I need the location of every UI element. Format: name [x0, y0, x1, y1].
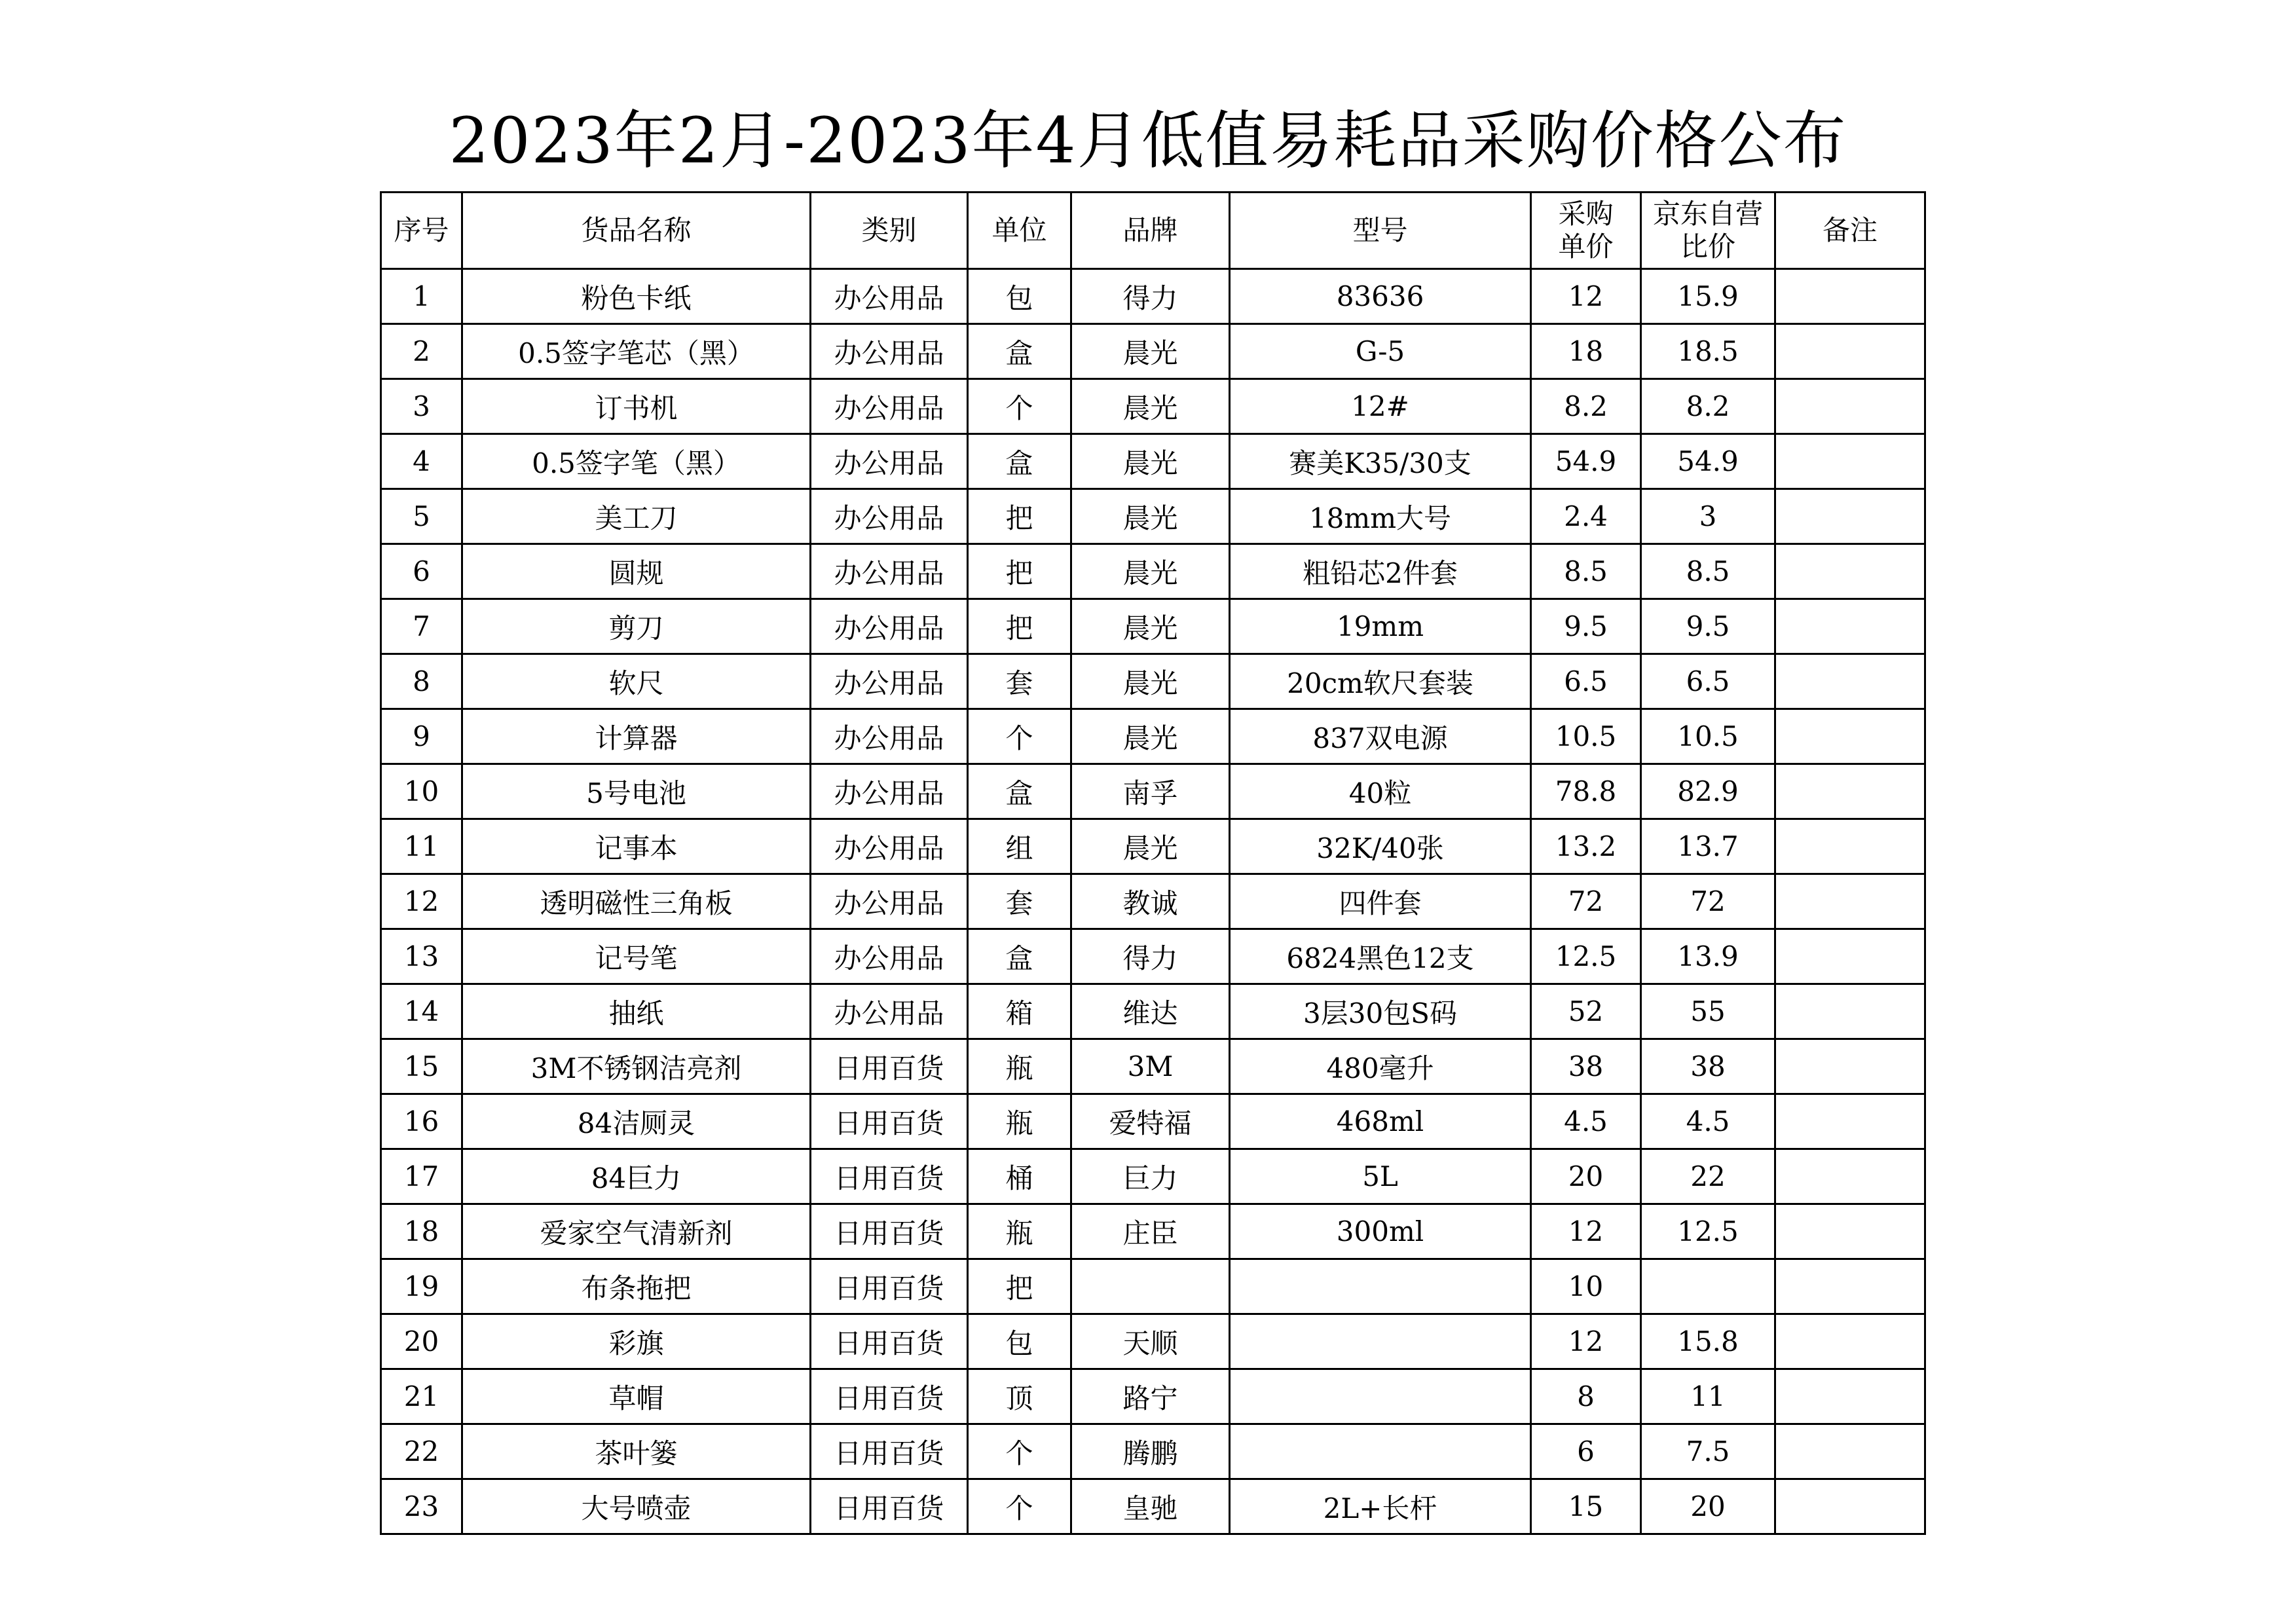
- cell-index: 20: [381, 1314, 462, 1369]
- cell-remark: [1775, 929, 1925, 984]
- cell-category: 日用百货: [811, 1369, 968, 1424]
- cell-purchase-price: 6: [1531, 1424, 1641, 1479]
- cell-category: 日用百货: [811, 1149, 968, 1204]
- cell-model: [1230, 1424, 1531, 1479]
- cell-name: 圆规: [462, 544, 811, 599]
- cell-category: 日用百货: [811, 1259, 968, 1314]
- cell-index: 6: [381, 544, 462, 599]
- price-table: [380, 191, 1926, 1535]
- table-body: [381, 269, 1925, 1534]
- cell-brand: 爱特福: [1071, 1094, 1230, 1149]
- cell-remark: [1775, 1479, 1925, 1534]
- cell-purchase-price: 78.8: [1531, 764, 1641, 819]
- cell-model: 6824黑色12支: [1230, 929, 1531, 984]
- cell-category: 办公用品: [811, 654, 968, 709]
- cell-model: 468ml: [1230, 1094, 1531, 1149]
- cell-category: 办公用品: [811, 269, 968, 324]
- table-row: [381, 379, 1925, 434]
- cell-index: 16: [381, 1094, 462, 1149]
- cell-name: 0.5签字笔芯（黑）: [462, 324, 811, 379]
- cell-category: 办公用品: [811, 764, 968, 819]
- cell-brand: 晨光: [1071, 654, 1230, 709]
- cell-jd-price: 55: [1641, 984, 1775, 1039]
- cell-model: 5L: [1230, 1149, 1531, 1204]
- cell-brand: 晨光: [1071, 544, 1230, 599]
- cell-unit: 瓶: [968, 1039, 1071, 1094]
- cell-index: 10: [381, 764, 462, 819]
- cell-remark: [1775, 764, 1925, 819]
- cell-unit: 盒: [968, 324, 1071, 379]
- cell-model: 300ml: [1230, 1204, 1531, 1259]
- table-header-row: [381, 193, 1925, 269]
- header-jd-price-line1: 京东自营: [1652, 198, 1763, 230]
- cell-jd-price: 15.8: [1641, 1314, 1775, 1369]
- cell-brand: 天顺: [1071, 1314, 1230, 1369]
- cell-purchase-price: 18: [1531, 324, 1641, 379]
- cell-remark: [1775, 1039, 1925, 1094]
- header-brand: 品牌: [1071, 193, 1230, 269]
- cell-brand: 晨光: [1071, 434, 1230, 489]
- table-row: [381, 324, 1925, 379]
- cell-remark: [1775, 1314, 1925, 1369]
- cell-purchase-price: 38: [1531, 1039, 1641, 1094]
- cell-remark: [1775, 434, 1925, 489]
- cell-unit: 个: [968, 709, 1071, 764]
- cell-model: 赛美K35/30支: [1230, 434, 1531, 489]
- header-jd-price-line2: 比价: [1680, 231, 1735, 263]
- cell-index: 17: [381, 1149, 462, 1204]
- cell-category: 办公用品: [811, 434, 968, 489]
- cell-model: 12#: [1230, 379, 1531, 434]
- cell-purchase-price: 20: [1531, 1149, 1641, 1204]
- cell-remark: [1775, 654, 1925, 709]
- cell-brand: 3M: [1071, 1039, 1230, 1094]
- cell-purchase-price: 10.5: [1531, 709, 1641, 764]
- table-row: [381, 434, 1925, 489]
- cell-remark: [1775, 269, 1925, 324]
- cell-purchase-price: 13.2: [1531, 819, 1641, 874]
- cell-unit: 盒: [968, 434, 1071, 489]
- cell-model: 2L+长杆: [1230, 1479, 1531, 1534]
- cell-category: 办公用品: [811, 709, 968, 764]
- cell-model: 837双电源: [1230, 709, 1531, 764]
- cell-jd-price: 20: [1641, 1479, 1775, 1534]
- table-row: [381, 269, 1925, 324]
- cell-jd-price: 3: [1641, 489, 1775, 544]
- cell-brand: 腾鹏: [1071, 1424, 1230, 1479]
- table-row: [381, 1094, 1925, 1149]
- cell-remark: [1775, 1149, 1925, 1204]
- cell-remark: [1775, 1369, 1925, 1424]
- cell-name: 大号喷壶: [462, 1479, 811, 1534]
- cell-category: 办公用品: [811, 874, 968, 929]
- cell-category: 办公用品: [811, 599, 968, 654]
- header-purchase-price-line1: 采购: [1558, 198, 1614, 230]
- cell-brand: 晨光: [1071, 379, 1230, 434]
- cell-model: 粗铅芯2件套: [1230, 544, 1531, 599]
- cell-name: 0.5签字笔（黑）: [462, 434, 811, 489]
- cell-remark: [1775, 599, 1925, 654]
- cell-unit: 套: [968, 654, 1071, 709]
- cell-unit: 个: [968, 1424, 1071, 1479]
- table-row: [381, 764, 1925, 819]
- table-row: [381, 1424, 1925, 1479]
- cell-unit: 把: [968, 599, 1071, 654]
- cell-name: 美工刀: [462, 489, 811, 544]
- cell-index: 2: [381, 324, 462, 379]
- table-row: [381, 709, 1925, 764]
- cell-unit: 把: [968, 489, 1071, 544]
- cell-model: [1230, 1369, 1531, 1424]
- cell-remark: [1775, 1259, 1925, 1314]
- cell-model: G-5: [1230, 324, 1531, 379]
- header-model: 型号: [1230, 193, 1531, 269]
- cell-purchase-price: 9.5: [1531, 599, 1641, 654]
- cell-brand: 晨光: [1071, 489, 1230, 544]
- cell-purchase-price: 72: [1531, 874, 1641, 929]
- cell-category: 办公用品: [811, 324, 968, 379]
- table-row: [381, 874, 1925, 929]
- cell-jd-price: [1641, 1259, 1775, 1314]
- header-unit: 单位: [968, 193, 1071, 269]
- cell-brand: 巨力: [1071, 1149, 1230, 1204]
- cell-name: 84巨力: [462, 1149, 811, 1204]
- cell-jd-price: 7.5: [1641, 1424, 1775, 1479]
- cell-purchase-price: 2.4: [1531, 489, 1641, 544]
- cell-model: 32K/40张: [1230, 819, 1531, 874]
- table-row: [381, 1479, 1925, 1534]
- cell-model: [1230, 1259, 1531, 1314]
- cell-index: 15: [381, 1039, 462, 1094]
- cell-remark: [1775, 984, 1925, 1039]
- cell-unit: 把: [968, 1259, 1071, 1314]
- cell-remark: [1775, 1424, 1925, 1479]
- cell-brand: 路宁: [1071, 1369, 1230, 1424]
- cell-remark: [1775, 874, 1925, 929]
- cell-brand: 晨光: [1071, 709, 1230, 764]
- table-row: [381, 929, 1925, 984]
- cell-index: 14: [381, 984, 462, 1039]
- cell-jd-price: 13.7: [1641, 819, 1775, 874]
- cell-remark: [1775, 489, 1925, 544]
- table-row: [381, 489, 1925, 544]
- cell-unit: 箱: [968, 984, 1071, 1039]
- cell-index: 12: [381, 874, 462, 929]
- cell-category: 办公用品: [811, 489, 968, 544]
- cell-remark: [1775, 1204, 1925, 1259]
- cell-name: 爱家空气清新剂: [462, 1204, 811, 1259]
- cell-name: 记事本: [462, 819, 811, 874]
- cell-remark: [1775, 324, 1925, 379]
- cell-remark: [1775, 379, 1925, 434]
- cell-category: 日用百货: [811, 1479, 968, 1534]
- cell-unit: 瓶: [968, 1204, 1071, 1259]
- cell-jd-price: 18.5: [1641, 324, 1775, 379]
- cell-unit: 包: [968, 1314, 1071, 1369]
- cell-jd-price: 10.5: [1641, 709, 1775, 764]
- cell-jd-price: 13.9: [1641, 929, 1775, 984]
- cell-jd-price: 4.5: [1641, 1094, 1775, 1149]
- cell-jd-price: 22: [1641, 1149, 1775, 1204]
- cell-name: 5号电池: [462, 764, 811, 819]
- cell-category: 办公用品: [811, 929, 968, 984]
- cell-purchase-price: 15: [1531, 1479, 1641, 1534]
- cell-unit: 组: [968, 819, 1071, 874]
- cell-unit: 瓶: [968, 1094, 1071, 1149]
- cell-unit: 套: [968, 874, 1071, 929]
- cell-index: 18: [381, 1204, 462, 1259]
- cell-jd-price: 54.9: [1641, 434, 1775, 489]
- cell-model: 480毫升: [1230, 1039, 1531, 1094]
- cell-jd-price: 15.9: [1641, 269, 1775, 324]
- cell-remark: [1775, 1094, 1925, 1149]
- table-row: [381, 819, 1925, 874]
- table-row: [381, 654, 1925, 709]
- cell-brand: 维达: [1071, 984, 1230, 1039]
- table-row: [381, 1149, 1925, 1204]
- cell-name: 3M不锈钢洁亮剂: [462, 1039, 811, 1094]
- cell-name: 订书机: [462, 379, 811, 434]
- cell-model: 40粒: [1230, 764, 1531, 819]
- cell-category: 日用百货: [811, 1094, 968, 1149]
- cell-name: 剪刀: [462, 599, 811, 654]
- cell-jd-price: 11: [1641, 1369, 1775, 1424]
- cell-name: 计算器: [462, 709, 811, 764]
- cell-index: 11: [381, 819, 462, 874]
- cell-category: 日用百货: [811, 1424, 968, 1479]
- cell-index: 7: [381, 599, 462, 654]
- table-row: [381, 1369, 1925, 1424]
- cell-purchase-price: 12.5: [1531, 929, 1641, 984]
- cell-model: 83636: [1230, 269, 1531, 324]
- cell-brand: 晨光: [1071, 819, 1230, 874]
- cell-name: 抽纸: [462, 984, 811, 1039]
- cell-jd-price: 8.5: [1641, 544, 1775, 599]
- cell-purchase-price: 8.5: [1531, 544, 1641, 599]
- table-row: [381, 544, 1925, 599]
- cell-brand: 南孚: [1071, 764, 1230, 819]
- cell-brand: 得力: [1071, 929, 1230, 984]
- header-remark: 备注: [1775, 193, 1925, 269]
- cell-model: 19mm: [1230, 599, 1531, 654]
- table-row: [381, 984, 1925, 1039]
- cell-index: 13: [381, 929, 462, 984]
- cell-purchase-price: 12: [1531, 1204, 1641, 1259]
- cell-brand: 得力: [1071, 269, 1230, 324]
- cell-jd-price: 72: [1641, 874, 1775, 929]
- cell-brand: [1071, 1259, 1230, 1314]
- cell-jd-price: 9.5: [1641, 599, 1775, 654]
- cell-unit: 桶: [968, 1149, 1071, 1204]
- header-name: 货品名称: [462, 193, 811, 269]
- cell-name: 彩旗: [462, 1314, 811, 1369]
- cell-purchase-price: 52: [1531, 984, 1641, 1039]
- cell-model: 四件套: [1230, 874, 1531, 929]
- cell-unit: 盒: [968, 929, 1071, 984]
- cell-purchase-price: 12: [1531, 269, 1641, 324]
- document-title: 2023年2月-2023年4月低值易耗品采购价格公布: [449, 104, 1847, 177]
- cell-jd-price: 82.9: [1641, 764, 1775, 819]
- cell-unit: 把: [968, 544, 1071, 599]
- cell-brand: 皇驰: [1071, 1479, 1230, 1534]
- cell-category: 办公用品: [811, 544, 968, 599]
- cell-purchase-price: 12: [1531, 1314, 1641, 1369]
- cell-remark: [1775, 544, 1925, 599]
- cell-name: 粉色卡纸: [462, 269, 811, 324]
- cell-unit: 盒: [968, 764, 1071, 819]
- cell-index: 8: [381, 654, 462, 709]
- cell-purchase-price: 6.5: [1531, 654, 1641, 709]
- cell-brand: 教诚: [1071, 874, 1230, 929]
- header-category: 类别: [811, 193, 968, 269]
- header-purchase-price-line2: 单价: [1558, 231, 1614, 263]
- cell-brand: 晨光: [1071, 599, 1230, 654]
- cell-name: 布条拖把: [462, 1259, 811, 1314]
- table-row: [381, 1259, 1925, 1314]
- cell-brand: 庄臣: [1071, 1204, 1230, 1259]
- cell-unit: 顶: [968, 1369, 1071, 1424]
- cell-category: 办公用品: [811, 984, 968, 1039]
- cell-index: 3: [381, 379, 462, 434]
- cell-brand: 晨光: [1071, 324, 1230, 379]
- cell-name: 透明磁性三角板: [462, 874, 811, 929]
- cell-remark: [1775, 709, 1925, 764]
- cell-name: 记号笔: [462, 929, 811, 984]
- cell-purchase-price: 10: [1531, 1259, 1641, 1314]
- cell-name: 软尺: [462, 654, 811, 709]
- cell-model: 20cm软尺套装: [1230, 654, 1531, 709]
- cell-unit: 包: [968, 269, 1071, 324]
- cell-purchase-price: 4.5: [1531, 1094, 1641, 1149]
- cell-index: 1: [381, 269, 462, 324]
- cell-jd-price: 12.5: [1641, 1204, 1775, 1259]
- header-index: 序号: [381, 193, 462, 269]
- cell-model: 18mm大号: [1230, 489, 1531, 544]
- cell-purchase-price: 54.9: [1531, 434, 1641, 489]
- cell-index: 5: [381, 489, 462, 544]
- cell-purchase-price: 8.2: [1531, 379, 1641, 434]
- cell-name: 茶叶篓: [462, 1424, 811, 1479]
- cell-unit: 个: [968, 379, 1071, 434]
- table-row: [381, 1039, 1925, 1094]
- cell-index: 21: [381, 1369, 462, 1424]
- cell-model: 3层30包S码: [1230, 984, 1531, 1039]
- cell-index: 9: [381, 709, 462, 764]
- table-row: [381, 1204, 1925, 1259]
- cell-index: 22: [381, 1424, 462, 1479]
- cell-model: [1230, 1314, 1531, 1369]
- cell-unit: 个: [968, 1479, 1071, 1534]
- cell-index: 4: [381, 434, 462, 489]
- cell-category: 日用百货: [811, 1314, 968, 1369]
- cell-purchase-price: 8: [1531, 1369, 1641, 1424]
- cell-jd-price: 6.5: [1641, 654, 1775, 709]
- cell-jd-price: 38: [1641, 1039, 1775, 1094]
- cell-index: 23: [381, 1479, 462, 1534]
- cell-name: 草帽: [462, 1369, 811, 1424]
- cell-category: 日用百货: [811, 1204, 968, 1259]
- cell-category: 办公用品: [811, 819, 968, 874]
- table-row: [381, 1314, 1925, 1369]
- header-purchase-price: [1531, 193, 1641, 269]
- table-row: [381, 599, 1925, 654]
- cell-category: 办公用品: [811, 379, 968, 434]
- cell-index: 19: [381, 1259, 462, 1314]
- cell-category: 日用百货: [811, 1039, 968, 1094]
- header-jd-price: [1641, 193, 1775, 269]
- cell-remark: [1775, 819, 1925, 874]
- cell-name: 84洁厕灵: [462, 1094, 811, 1149]
- cell-jd-price: 8.2: [1641, 379, 1775, 434]
